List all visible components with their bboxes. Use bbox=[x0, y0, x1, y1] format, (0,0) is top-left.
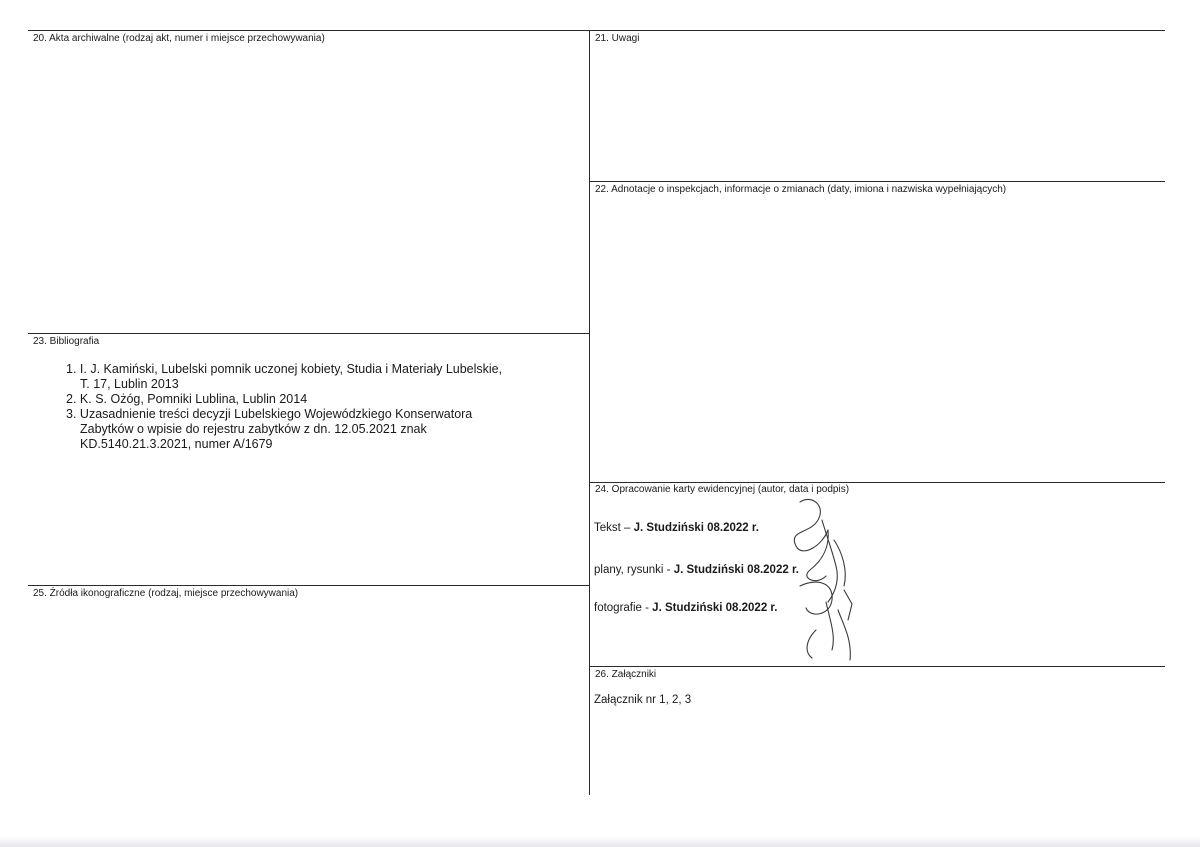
section-24-label: 24. Opracowanie karty ewidencyjnej (autor, data i podpis) bbox=[595, 484, 850, 495]
bibliography-entry-continued: Zabytków o wpisie do rejestru zabytków z dn. 12.05.2021 znak bbox=[80, 422, 427, 436]
section-21-label: 21. Uwagi bbox=[595, 33, 640, 44]
bibliography-entry: 1. I. J. Kamiński, Lubelski pomnik uczonej kobiety, Studia i Materiały Lubelskie, bbox=[66, 362, 503, 376]
attachments-value: Załącznik nr 1, 2, 3 bbox=[594, 694, 692, 706]
section-26-label: 26. Załączniki bbox=[595, 669, 657, 680]
bibliography-list bbox=[66, 362, 502, 452]
section-20-label: 20. Akta archiwalne (rodzaj akt, numer i miejsce przechowywania) bbox=[33, 33, 325, 44]
section-25-label: 25. Źródła ikonograficzne (rodzaj, miejsce przechowywania) bbox=[33, 588, 299, 599]
author-drawings-row: plany, rysunki - J. Studziński 08.2022 r. bbox=[594, 564, 799, 576]
rule-s25 bbox=[28, 585, 589, 586]
top-rule bbox=[28, 30, 1165, 31]
rule-s23 bbox=[28, 333, 589, 334]
rule-s26 bbox=[590, 666, 1165, 667]
section-22-label: 22. Adnotacje o inspekcjach, informacje o zmianach (daty, imiona i nazwiska wypełniających) bbox=[595, 184, 1007, 195]
bibliography-entry-continued: T. 17, Lublin 2013 bbox=[80, 377, 179, 391]
rule-s22 bbox=[590, 181, 1165, 182]
bibliography-entry: 3. Uzasadnienie treści decyzji Lubelskiego Wojewódzkiego Konserwatora bbox=[66, 407, 473, 421]
author-text-row: Tekst – J. Studziński 08.2022 r. bbox=[594, 522, 759, 534]
bibliography-entry-continued: KD.5140.21.3.2021, numer A/1679 bbox=[80, 437, 273, 451]
author-photos-row: fotografie - J. Studziński 08.2022 r. bbox=[594, 602, 778, 614]
center-divider bbox=[589, 30, 590, 795]
rule-s24 bbox=[590, 482, 1165, 483]
scan-edge bbox=[0, 836, 1200, 847]
section-23-label: 23. Bibliografia bbox=[33, 336, 100, 347]
bibliography-entry: 2. K. S. Ożóg, Pomniki Lublina, Lublin 2014 bbox=[66, 392, 308, 406]
handwritten-signature bbox=[770, 490, 870, 665]
